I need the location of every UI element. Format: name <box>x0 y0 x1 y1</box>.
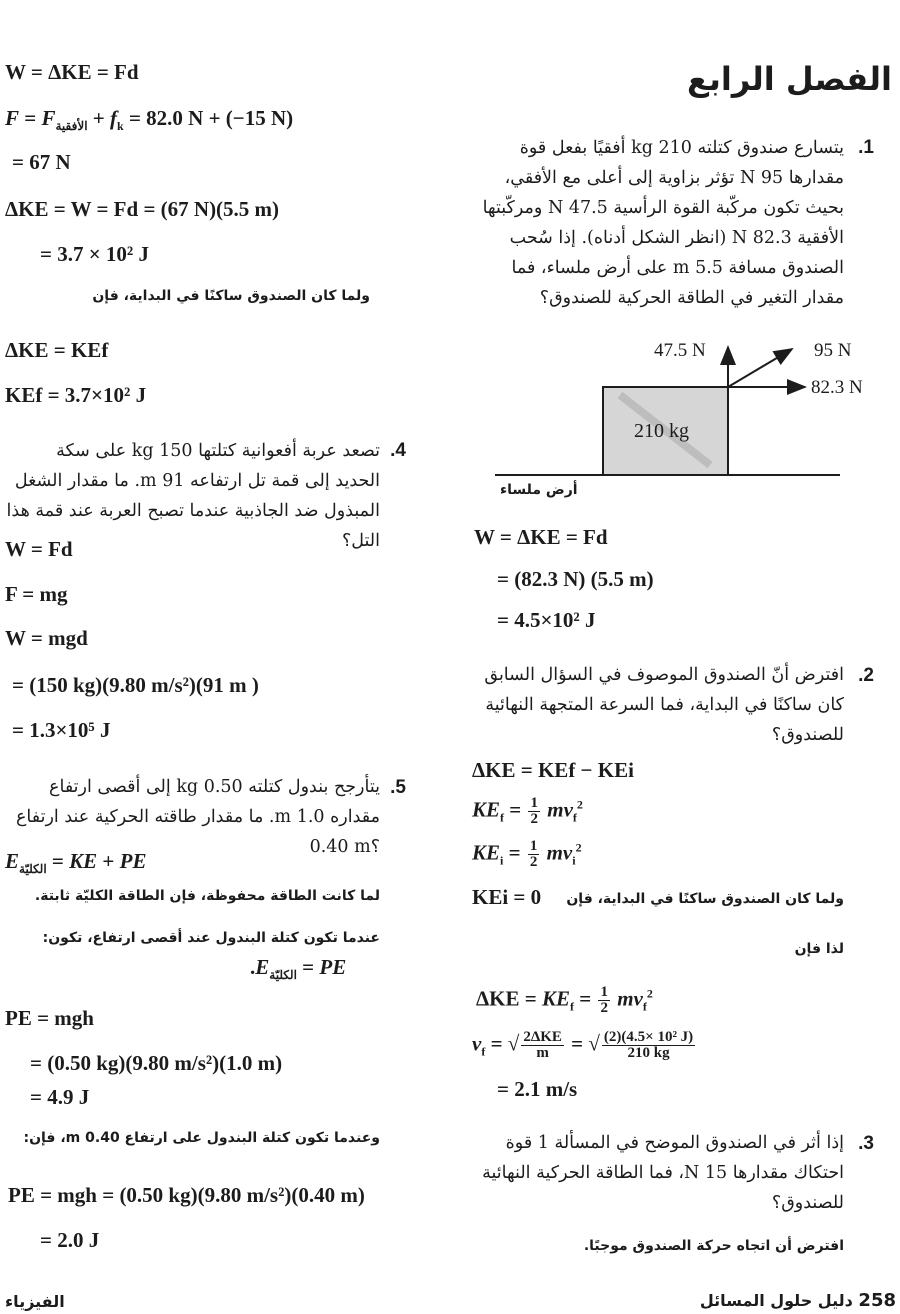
sol3-line3: ΔKE = W = Fd = (67 N)(5.5 m) <box>5 197 280 221</box>
note-height: وعندما تكون كتلة البندول على ارتفاع 0.40 m، فإن: <box>23 1130 380 1146</box>
horizontal-force-label: 82.3 N <box>811 377 863 398</box>
sol5-total-energy: $E_{الكليّة}$ = KE + PE <box>5 849 147 877</box>
note-conserved: لما كانت الطاقة محفوظة، فإن الطاقة الكليّة ثابتة. <box>34 888 380 904</box>
sol4-line3: W = mgd <box>5 626 88 650</box>
vertical-force-label: 47.5 N <box>654 340 706 361</box>
sol1-line1: W = ΔKE = Fd <box>474 525 608 549</box>
sol2-kei-zero: KEi = 0 <box>472 885 542 909</box>
ground-label: أرض ملساء <box>500 482 578 498</box>
sol4-line2: F = mg <box>5 582 68 606</box>
sol5b-line2: = 2.0 J <box>40 1228 100 1252</box>
problem-5-line1: يتأرجح بندول كتلته 0.50 kg إلى أقصى ارتفاع <box>49 777 380 797</box>
sol2-delta-ke: $\Delta KE = KE_f$ = $\frac{1}{2}$ $mv_f^2$ <box>476 984 653 1016</box>
footer-subject: الفيزياء <box>5 1292 65 1311</box>
sol5-line2: = (0.50 kg)(9.80 m/s²)(1.0 m) <box>30 1051 283 1075</box>
problem-3-number: .3 <box>858 1133 874 1154</box>
problem-2-text: افترض أنّ الصندوق الموصوف في السؤال السابق كان ساكنًا في البداية، فما السرعة المتجهة النهائية للصندوق؟ <box>484 665 844 745</box>
sol5-line3: = 4.9 J <box>30 1085 90 1109</box>
applied-force-label: 95 N <box>814 340 852 361</box>
sol2-kei: $KE_i$ = $\frac{1}{2}$ $mv_i^2$ <box>472 838 582 870</box>
sol3b-line2: KEf = 3.7×10² J <box>5 383 147 407</box>
sol4-line4: = (150 kg)(9.80 m/s²)(91 m ) <box>12 673 259 697</box>
problem-2-number: .2 <box>858 665 874 686</box>
problem-4-number: .4 <box>390 440 406 461</box>
sol4-line1: W = Fd <box>5 537 73 561</box>
sol3-note-rest: ولما كان الصندوق ساكنًا في البداية، فإن <box>92 288 370 304</box>
sol2-kef: $KE_f$ = $\frac{1}{2}$ $mv_f^2$ <box>472 795 583 827</box>
sol2-result: = 2.1 m/s <box>497 1077 578 1101</box>
sol3b-line1: ΔKE = KEf <box>5 338 109 362</box>
sol4-line5: = 1.3×10⁵ J <box>12 718 111 742</box>
problem-4-text: تصعد عربة أفعوانية كتلتها 150 kg على سكة الحديد إلى قمة تل ارتفاعه 91 m. ما مقدار الشغل المبذول ضد الجاذبية عندما تصبح العربة عند قمة هذا التل؟ <box>6 441 380 551</box>
problem-3-note: افترض أن اتجاه حركة الصندوق موجبًا. <box>583 1238 844 1254</box>
chapter-title: الفصل الرابع <box>687 60 892 98</box>
problem-5-line3: 0.40 m؟ <box>309 837 380 857</box>
problem-3-text: إذا أثر في الصندوق الموضح في المسألة 1 قوة احتكاك مقدارها 15 N، فما الطاقة الحركية النهائية للصندوق؟ <box>482 1133 844 1213</box>
footer-left <box>5 1292 65 1311</box>
problem-5-number: .5 <box>390 777 406 798</box>
sol2-note-therefore: لذا فإن <box>794 941 844 957</box>
note-max-height: عندما تكون كتلة البندول عند أقصى ارتفاع، تكون: <box>42 930 380 946</box>
box-mass-label: 210 kg <box>634 420 689 442</box>
sol3-force: $F = F_{الأفقية} + f_k = 82.0$ N + (−15 N) <box>5 106 294 134</box>
sol5-e-equals-pe: $.E_{الكليّة}$ = PE <box>250 955 347 983</box>
problem-1-text: يتسارع صندوق كتلته 210 kg أفقيًا بفعل قوة مقدارها 95 N تؤثر بزاوية إلى أعلى مع الأفقي، بحيث تكون مركّبة القوة الرأسية 47.5 N ومركّبتها الأفقية 82.3 N (انظر الشكل أدناه). إذا سُحب الصندوق مسافة 5.5 m على أرض ملساء، فما مقدار التغير في الطاقة الحركية للصندوق؟ <box>482 138 844 308</box>
sol5-line1: PE = mgh <box>5 1006 94 1030</box>
sol5b-line1: PE = mgh = (0.50 kg)(9.80 m/s²)(0.40 m) <box>8 1183 365 1207</box>
problem-1-number: .1 <box>858 137 874 158</box>
applied-force-arrow <box>728 349 792 387</box>
footer-book-title: دليل حلول المسائل <box>699 1291 853 1310</box>
sol3-line1: W = ΔKE = Fd <box>5 60 139 84</box>
sol1-line2: = (82.3 N) (5.5 m) <box>497 567 654 591</box>
sol1-line3: = 4.5×10² J <box>497 608 596 632</box>
problem-5-line2: مقداره 1.0 m. ما مقدار طاقته الحركية عند ارتفاع <box>15 807 380 827</box>
sol3-line2: = 67 N <box>12 150 71 174</box>
sol3-line4: = 3.7 × 10² J <box>40 242 149 266</box>
sol2-note-rest: ولما كان الصندوق ساكنًا في البداية، فإن <box>566 891 844 907</box>
sol2-vf: $v_f$ = √ $\frac{\text{2ΔKE}}{m}$ = √ $\frac{\text{(2)(4.5× 10² J)}}{210 kg}$ <box>472 1029 694 1061</box>
sol2-line1: ΔKE = KEf − KEi <box>472 758 634 782</box>
footer-page-number: 258 <box>858 1290 896 1311</box>
footer-right <box>700 1290 896 1311</box>
